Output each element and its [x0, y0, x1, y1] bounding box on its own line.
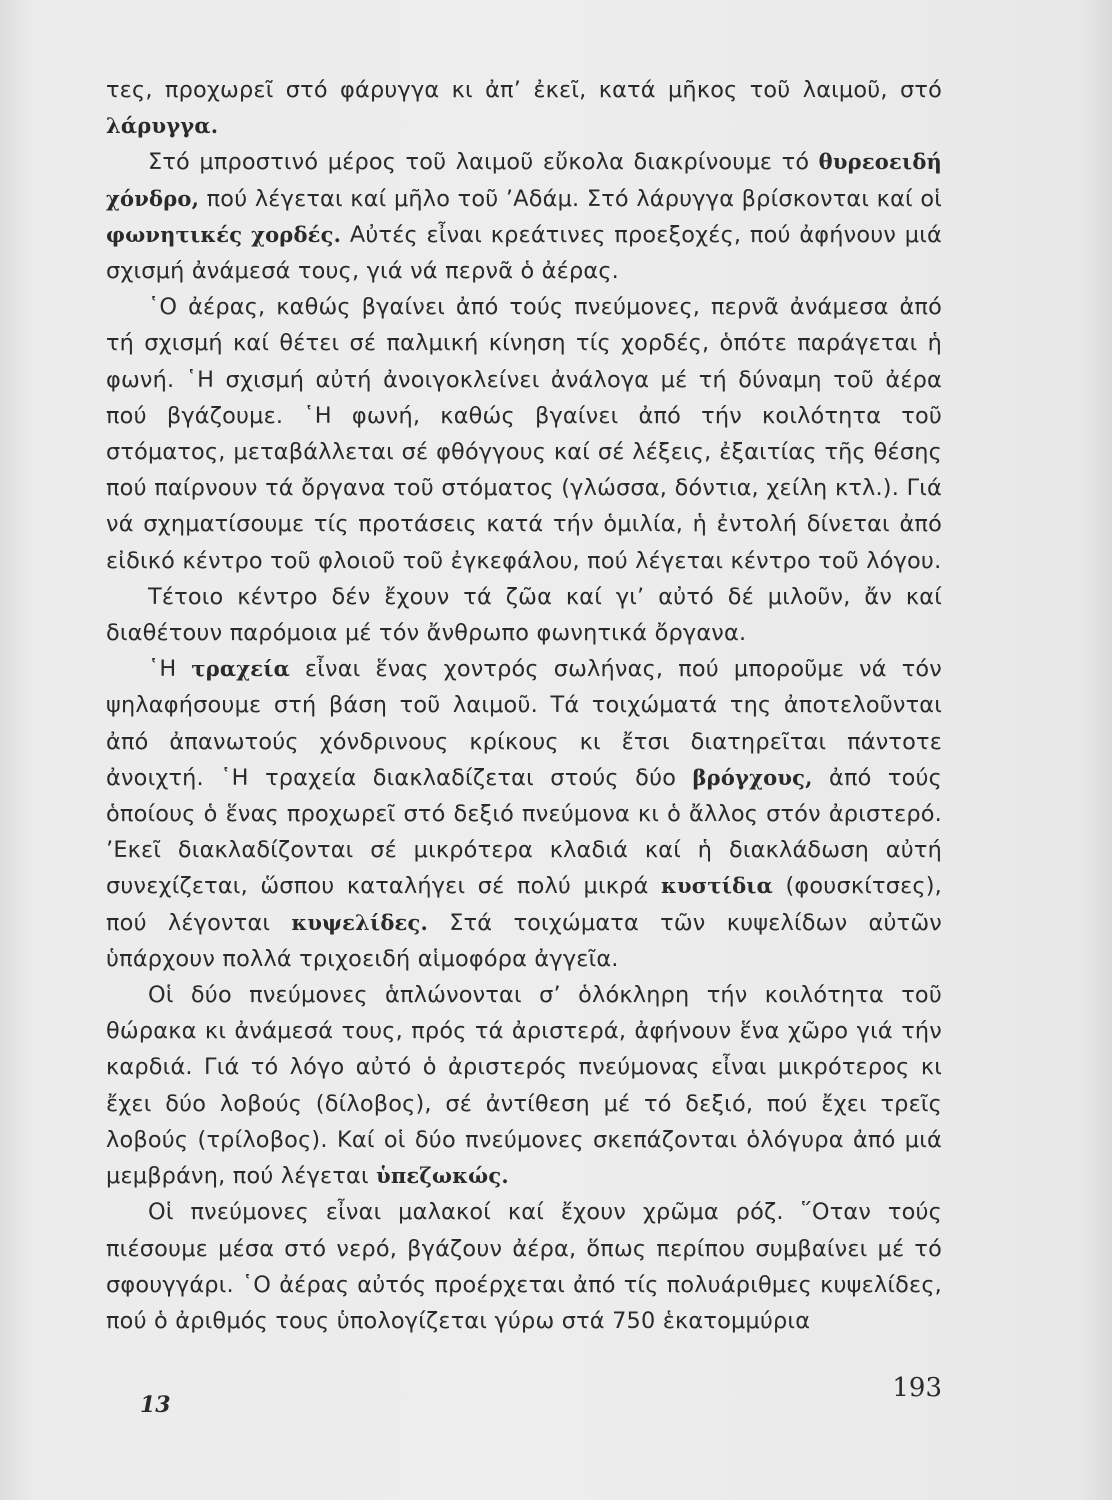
- text-run: Οἱ δύο πνεύμονες ἁπλώνονται σ’ ὁλόκληρη τήν κοιλότητα τοῦ θώρακα κι ἀνάμεσά τους, πρός τά ἀριστερά, ἀφήνουν ἕνα χῶρο γιά τήν καρδιά. Γιά τό λόγο αὐτό ὁ ἀριστερός πνεύμονας εἶναι μικρότερος κι ἔχει δύο λοβούς (δίλοβος), σέ ἀντίθεση μέ τό δεξιό, πού ἔχει τρεῖς λοβούς (τρίλοβος). Καί οἱ δύο πνεύμονες σκεπάζονται ὁλόγυρα ἀπό μιά μεμβράνη, πού λέγεται: [106, 982, 942, 1190]
- bold-term: ὑπεζωκώς.: [376, 1163, 509, 1189]
- body-text: [106, 72, 942, 1339]
- text-run: Στά τοιχώματα τῶν κυψελίδων αὐτῶν ὑπάρχουν πολλά τριχοειδή αἱμοφόρα ἀγγεῖα.: [106, 909, 942, 972]
- bold-term: τραχεία: [191, 656, 290, 682]
- text-run: ῾Η: [148, 656, 192, 683]
- text-run: Στό μπροστινό μέρος τοῦ λαιμοῦ εὔκολα διακρίνουμε τό: [148, 149, 819, 176]
- bold-term: θυρεοειδή χόνδρο,: [106, 149, 942, 211]
- bold-term: λάρυγγα.: [106, 113, 219, 139]
- paragraph: [106, 144, 942, 289]
- paragraph: [106, 651, 942, 977]
- bold-term: κυψελίδες.: [291, 909, 429, 935]
- text-run: πού λέγεται καί μῆλο τοῦ ’Αδάμ. Στό λάρυγγα βρίσκονται καί οἱ: [199, 185, 942, 212]
- text-run: ῾Ο ἀέρας, καθώς βγαίνει ἀπό τούς πνεύμονες, περνᾶ ἀνάμεσα ἀπό τή σχισμή καί θέτει σέ παλμική κίνηση τίς χορδές, ὁπότε παράγεται ἡ φωνή. ῾Η σχισμή αὐτή ἀνοιγοκλείνει ἀνάλογα μέ τή δύναμη τοῦ ἀέρα πού βγάζουμε. ῾Η φωνή, καθώς βγαίνει ἀπό τήν κοιλότητα τοῦ στόματος, μεταβάλλεται σέ φθόγγους καί σέ λέξεις, ἐξαιτίας τῆς θέσης πού παίρνουν τά ὄργανα τοῦ στόματος (γλώσσα, δόντια, χείλη κτλ.). Γιά νά σχηματίσουμε τίς προτάσεις κατά τήν ὁμιλία, ἡ ἐντολή δίνεται ἀπό εἰδικό κέντρο τοῦ φλοιοῦ τοῦ ἐγκεφάλου, πού λέγεται κέντρο τοῦ λόγου.: [106, 294, 942, 574]
- bold-term: κυστίδια: [661, 873, 774, 899]
- paragraph: [106, 1194, 942, 1339]
- bold-term: βρόγχους,: [692, 764, 813, 790]
- paragraph: [106, 72, 942, 144]
- bold-term: φωνητικές χορδές.: [106, 221, 342, 247]
- text-run: ἀπό τούς ὁποίους ὁ ἕνας προχωρεῖ στό δεξιό πνεύμονα κι ὁ ἄλλος στόν ἀριστερό. ’Εκεῖ διακλαδίζονται σέ μικρότερα κλαδιά καί ἡ διακλάδωση αὐτή συνεχίζεται, ὥσπου καταλήγει σέ πολύ μικρά: [106, 764, 943, 900]
- paragraph: [106, 977, 942, 1194]
- paragraph: [106, 579, 942, 651]
- text-run: εἶναι ἕνας χοντρός σωλήνας, πού μποροῦμε νά τόν ψηλαφήσουμε στή βάση τοῦ λαιμοῦ. Τά τοιχώματά της ἀποτελοῦνται ἀπό ἀπανωτούς χόνδρινους κρίκους κι ἔτσι διατηρεῖται πάντοτε ἀνοιχτή. ῾Η τραχεία διακλαδίζεται στούς δύο: [106, 656, 943, 791]
- text-run: Οἱ πνεύμονες εἶναι μαλακοί καί ἔχουν χρῶμα ρόζ. ῞Οταν τούς πιέσουμε μέσα στό νερό, βγάζουν ἀέρα, ὅπως περίπου συμβαίνει μέ τό σφουγγάρι. ῾Ο ἀέρας αὐτός προέρχεται ἀπό τίς πολυάριθμες κυψελίδες, πού ὁ ἀριθμός τους ὑπολογίζεται γύρω στά 750 ἑκατομμύρια: [106, 1199, 942, 1334]
- text-run: Τέτοιο κέντρο δέν ἔχουν τά ζῶα καί γι’ αὐτό δέ μιλοῦν, ἄν καί διαθέτουν παρόμοια μέ τόν ἄνθρωπο φωνητικά ὄργανα.: [106, 583, 942, 647]
- text-run: (φουσκίτσες), πού λέγονται: [106, 873, 942, 936]
- page-number: 193: [892, 1373, 942, 1403]
- text-run: τες, προχωρεῖ στό φάρυγγα κι ἀπ’ ἐκεῖ, κατά μῆκος τοῦ λαιμοῦ, στό: [106, 77, 942, 103]
- paragraph: [106, 289, 942, 579]
- signature-mark: 13: [140, 1392, 171, 1418]
- text-run: Αὐτές εἶναι κρεάτινες προεξοχές, πού ἀφήνουν μιά σχισμή ἀνάμεσά τους, γιά νά περνᾶ ὁ ἀέρας.: [106, 221, 942, 285]
